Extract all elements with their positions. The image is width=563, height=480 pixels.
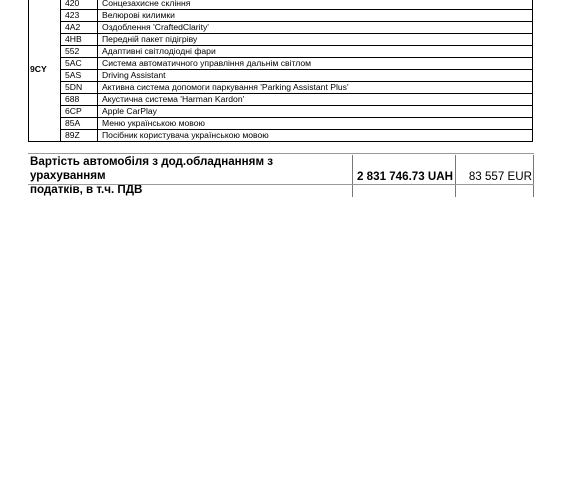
- total-label-line2: податків, в т.ч. ПДВ: [30, 183, 143, 196]
- option-description: Передній пакет підігріву: [98, 34, 533, 46]
- option-description: Меню українською мовою: [98, 118, 533, 130]
- option-row: [29, 58, 533, 70]
- total-label-line1: Вартість автомобіля з дод.обладнанням з урахуванням: [30, 155, 273, 182]
- option-description: Сонцезахисне скління: [98, 0, 533, 10]
- option-description: Акустична система 'Harman Kardon': [98, 94, 533, 106]
- option-code: 5AC: [61, 58, 98, 70]
- total-price-row: [28, 155, 534, 197]
- option-row: [29, 22, 533, 34]
- option-row: [29, 10, 533, 22]
- option-description: Адаптивні світлодіодні фари: [98, 46, 533, 58]
- option-row: [29, 34, 533, 46]
- equipment-options-table: [28, 0, 533, 142]
- option-description: Apple CarPlay: [98, 106, 533, 118]
- option-description: Система автоматичного управління дальнім світлом: [98, 58, 533, 70]
- option-description: Велюрові килимки: [98, 10, 533, 22]
- option-description: Driving Assistant: [98, 70, 533, 82]
- option-code: 5AS: [61, 70, 98, 82]
- option-row: [29, 94, 533, 106]
- option-code: 688: [61, 94, 98, 106]
- option-description: Посібник користувача українською мовою: [98, 130, 533, 142]
- price-eur: 83 557 EUR: [456, 155, 534, 197]
- option-description: Оздоблення 'CraftedClarity': [98, 22, 533, 34]
- option-code: 552: [61, 46, 98, 58]
- option-code: 420: [61, 0, 98, 10]
- option-row: [29, 106, 533, 118]
- option-code: 5DN: [61, 82, 98, 94]
- total-price-table: [28, 155, 534, 197]
- price-uah: 2 831 746.73 UAH: [353, 155, 456, 197]
- total-bottom-border: [28, 184, 534, 185]
- option-description: Активна система допомоги паркування 'Parking Assistant Plus': [98, 82, 533, 94]
- option-code: 4A2: [61, 22, 98, 34]
- option-row: [29, 130, 533, 142]
- options-table-body: [29, 0, 533, 142]
- total-top-border: [28, 153, 534, 154]
- option-row: [29, 46, 533, 58]
- option-code: 85A: [61, 118, 98, 130]
- total-price-label: [28, 155, 353, 197]
- option-code: 89Z: [61, 130, 98, 142]
- option-row: [29, 0, 533, 10]
- option-row: [29, 82, 533, 94]
- option-row: [29, 118, 533, 130]
- option-group-code: 9CY: [29, 0, 61, 142]
- option-code: 4HB: [61, 34, 98, 46]
- option-code: 423: [61, 10, 98, 22]
- option-code: 6CP: [61, 106, 98, 118]
- option-row: [29, 70, 533, 82]
